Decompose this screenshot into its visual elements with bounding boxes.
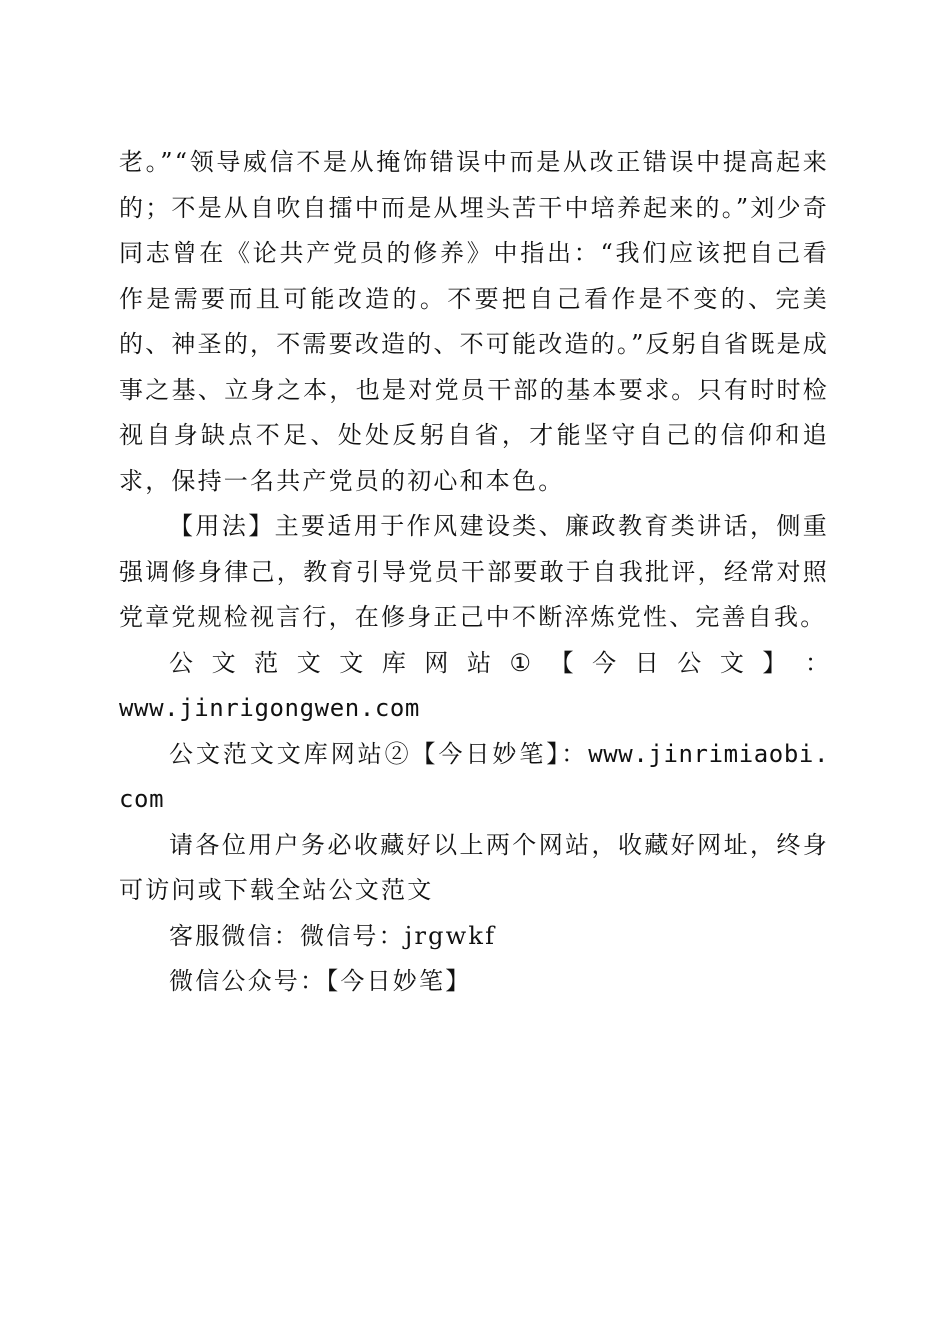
main-paragraph: 老。”“领导威信不是从掩饰错误中而是从改正错误中提高起来的；不是从自吹自擂中而是从埋头苦干中培养起来的。”刘少奇同志曾在《论共产党员的修养》中指出：“我们应该把自己看作是需要而且可能改造的。不要把自己看作是不变的、完美的、神圣的，不需要改造的、不可能改造的。”反躬自省既是成事之基、立身之本，也是对党员干部的基本要求。只有时时检视自身缺点不足、处处反躬自省，才能坚守自己的信仰和追求，保持一名共产党员的初心和本色。 — [119, 148, 829, 495]
site1-label-char: 范 — [254, 648, 279, 677]
site1-label-char: 公 — [677, 648, 702, 677]
site1-label-char: 文 — [211, 648, 236, 677]
site1-label — [119, 641, 829, 687]
site1-block — [119, 641, 829, 732]
site2-url[interactable]: www.jinrimiaobi.com — [119, 739, 829, 813]
wechat-service-line: 客服微信：微信号：jrgwkf — [169, 921, 497, 950]
wechat-public-line: 微信公众号：【今日妙笔】 — [169, 967, 472, 995]
site1-label-char: 库 — [381, 648, 406, 677]
site1-label-char: ① — [509, 648, 532, 677]
site2-line — [119, 732, 829, 823]
site2-label: 公文范文文库网站②【今日妙笔】： — [169, 739, 589, 768]
site1-label-char: 文 — [296, 648, 321, 677]
site1-label-char: ： — [804, 648, 829, 677]
usage-paragraph: 【用法】主要适用于作风建设类、廉政教育类讲话，侧重强调修身律己，教育引导党员干部要敢于自我批评，经常对照党章党规检视言行，在修身正己中不断淬炼党性、完善自我。 — [119, 512, 829, 631]
document-body — [119, 140, 829, 1005]
notice-paragraph: 请各位用户务必收藏好以上两个网站，收藏好网址，终身可访问或下载全站公文范文 — [119, 830, 829, 904]
site1-label-char: 文 — [339, 648, 364, 677]
site1-label-char: 【 — [549, 648, 574, 677]
site1-label-char: 网 — [424, 648, 449, 677]
site1-label-char: 】 — [762, 648, 787, 677]
site1-url[interactable]: www.jinrigongwen.com — [119, 694, 420, 722]
site1-label-char: 站 — [466, 648, 491, 677]
site1-label-char: 文 — [719, 648, 744, 677]
site1-label-char: 日 — [634, 648, 659, 677]
site1-label-char: 公 — [169, 648, 193, 677]
site1-label-char: 今 — [592, 648, 617, 677]
